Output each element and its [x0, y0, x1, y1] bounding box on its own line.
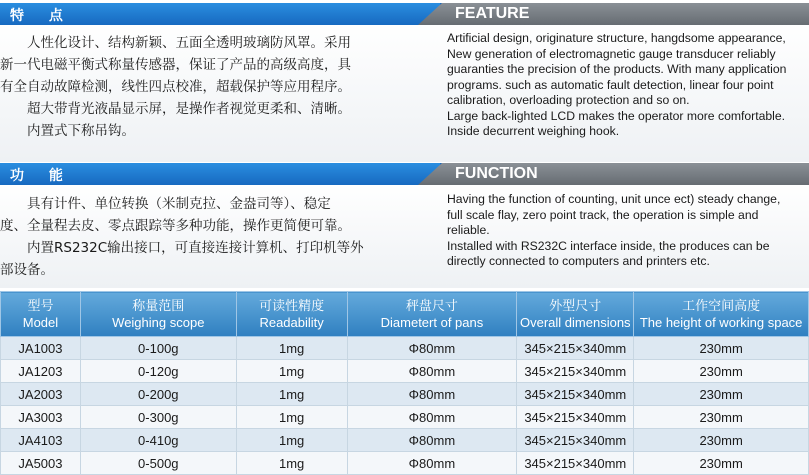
- col-header-working-height: 工作空间高度 The height of working space: [634, 292, 809, 337]
- cell-scope: 0-200g: [80, 383, 236, 406]
- cell-dimensions: 345×215×340mm: [517, 383, 634, 406]
- col-header-weighing-scope: 称量范围 Weighing scope: [80, 292, 236, 337]
- spec-table: [0, 291, 809, 475]
- function-title-cn: 功 能: [10, 168, 73, 184]
- function-cn-line: 度、全量程去皮、零点跟踪等多种功能，操作更简便可靠。: [0, 218, 351, 234]
- function-cn-line: 具有计件、单位转换（米制克拉、金盎司等）、稳定: [0, 196, 331, 212]
- feature-title-en: FEATURE: [455, 5, 530, 22]
- feature-text-en: [447, 31, 807, 140]
- col-header-overall-dimensions: 外型尺寸 Overall dimensions: [517, 292, 634, 337]
- function-text-en: [447, 192, 807, 270]
- function-header: [0, 163, 809, 185]
- feature-header-cn-tab: [0, 3, 440, 25]
- feature-cn-line: 有全自动故障检测，线性四点校准，超载保护等应用程序。: [0, 79, 351, 95]
- cell-dimensions: 345×215×340mm: [517, 452, 634, 475]
- feature-en-line: Inside decurrent weighing hook.: [447, 124, 620, 138]
- cell-dimensions: 345×215×340mm: [517, 360, 634, 383]
- feature-cn-line: 内置式下称吊钩。: [0, 123, 135, 139]
- feature-header: [0, 3, 809, 25]
- col-header-readability: 可读性精度 Readability: [236, 292, 347, 337]
- cell-height: 230mm: [634, 360, 809, 383]
- function-cn-line: 部设备。: [0, 262, 54, 278]
- cell-scope: 0-120g: [80, 360, 236, 383]
- cell-pan: Φ80mm: [347, 429, 517, 452]
- cell-pan: Φ80mm: [347, 360, 517, 383]
- cell-height: 230mm: [634, 406, 809, 429]
- cell-dimensions: 345×215×340mm: [517, 337, 634, 360]
- feature-en-line: calibration, overloading protection and so on.: [447, 93, 690, 107]
- feature-en-line: Large back-lighted LCD makes the operator more comfortable.: [447, 108, 786, 123]
- cell-model: JA1003: [1, 337, 81, 360]
- function-title-en: FUNCTION: [455, 165, 538, 182]
- cell-height: 230mm: [634, 429, 809, 452]
- table-row: [1, 452, 809, 475]
- cell-readability: 1mg: [236, 360, 347, 383]
- table-row: [1, 360, 809, 383]
- cell-readability: 1mg: [236, 429, 347, 452]
- function-text-cn: [0, 193, 410, 281]
- cell-height: 230mm: [634, 337, 809, 360]
- cell-model: JA1203: [1, 360, 81, 383]
- function-cn-line: 内置RS232C输出接口，可直接连接计算机、打印机等外: [0, 240, 364, 256]
- feature-cn-line: 超大带背光液晶显示屏，是操作者视觉更柔和、清晰。: [0, 101, 351, 117]
- function-header-cn-tab: [0, 163, 440, 185]
- table-row: [1, 429, 809, 452]
- cell-dimensions: 345×215×340mm: [517, 429, 634, 452]
- cell-height: 230mm: [634, 383, 809, 406]
- function-en-line: full scale flay, zero point track, the operation is simple and: [447, 207, 759, 222]
- cell-scope: 0-500g: [80, 452, 236, 475]
- cell-dimensions: 345×215×340mm: [517, 406, 634, 429]
- table-row: [1, 383, 809, 406]
- cell-height: 230mm: [634, 452, 809, 475]
- cell-scope: 0-300g: [80, 406, 236, 429]
- feature-en-line: Artificial design, originature structure, hangdsome appearance,: [447, 31, 786, 45]
- cell-model: JA4103: [1, 429, 81, 452]
- cell-scope: 0-410g: [80, 429, 236, 452]
- cell-model: JA3003: [1, 406, 81, 429]
- cell-pan: Φ80mm: [347, 452, 517, 475]
- function-en-line: reliable.: [447, 223, 490, 237]
- cell-readability: 1mg: [236, 406, 347, 429]
- function-en-line: Installed with RS232C interface inside, the produces can be: [447, 238, 770, 253]
- feature-en-line: New generation of electromagnetic gauge transducer reliably: [447, 46, 776, 61]
- function-en-line: directly connected to computers and printers etc.: [447, 254, 710, 268]
- cell-readability: 1mg: [236, 452, 347, 475]
- cell-pan: Φ80mm: [347, 406, 517, 429]
- cell-pan: Φ80mm: [347, 337, 517, 360]
- feature-en-line: guaranties the precision of the products. With many application: [447, 62, 787, 76]
- col-header-pan-diameter: 秤盘尺寸 Diametert of pans: [347, 292, 517, 337]
- cell-scope: 0-100g: [80, 337, 236, 360]
- table-row: [1, 406, 809, 429]
- feature-title-cn: 特 点: [10, 8, 73, 24]
- feature-en-line: programs. such as automatic fault detection, linear four point: [447, 77, 774, 92]
- cell-readability: 1mg: [236, 383, 347, 406]
- cell-model: JA2003: [1, 383, 81, 406]
- col-header-model: 型号 Model: [1, 292, 81, 337]
- cell-readability: 1mg: [236, 337, 347, 360]
- function-en-line: Having the function of counting, unit unce ect) steady change,: [447, 192, 781, 206]
- cell-model: JA5003: [1, 452, 81, 475]
- feature-cn-line: 人性化设计、结构新颖、五面全透明玻璃防风罩。采用: [0, 35, 351, 51]
- feature-text-cn: [0, 32, 410, 142]
- cell-pan: Φ80mm: [347, 383, 517, 406]
- table-row: [1, 337, 809, 360]
- feature-cn-line: 新一代电磁平衡式称量传感器，保证了产品的高级高度，具: [0, 57, 351, 73]
- spec-table-header-row: [1, 292, 809, 337]
